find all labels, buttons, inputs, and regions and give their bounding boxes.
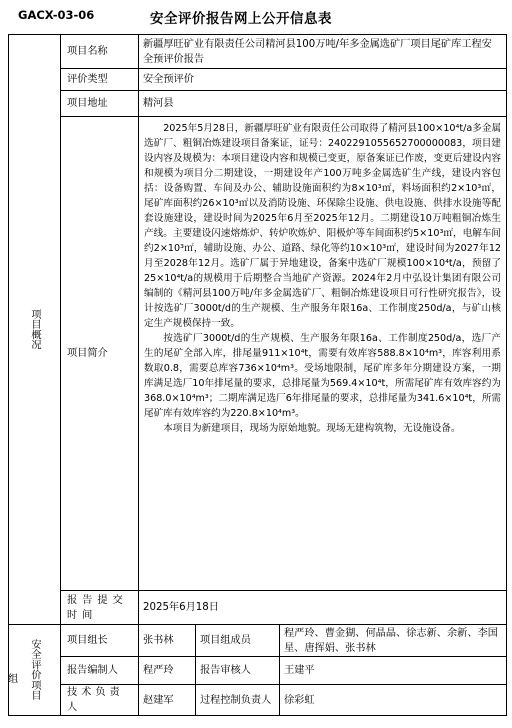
submit-date-label: 报告提交时间: [61, 591, 139, 625]
report-writer-value: 程严玲: [139, 657, 196, 685]
evaluation-type-value: 安全预评价: [139, 69, 507, 91]
row-project-intro: [9, 117, 507, 591]
team-outer-label: 组: [8, 674, 19, 685]
section-overview-label: 项目概况: [9, 35, 61, 625]
submit-date-value: 2025年6月18日: [139, 591, 507, 625]
process-control-label: 过程控制负责人: [196, 685, 280, 716]
project-location-value: 精河县: [139, 91, 507, 117]
team-members-value: 程严玲、曹金猢、何晶晶、徐志新、余新、李国星、唐挥娟、张书林: [280, 625, 507, 657]
team-leader-label: 项目组长: [61, 625, 139, 657]
row-tech-lead: [9, 685, 507, 716]
report-reviewer-value: 王建平: [280, 657, 507, 685]
intro-paragraph-2: 按选矿厂3000t/d的生产规模、生产服务年限16a、工作制度250d/a，选厂产生的尾矿全部入库，排尾量911×10⁴t，需要有效库容588.8×10⁴m³，库容利用系数取0.8，需要总库容736×10⁴m³。受场地限制，尾矿库多年分期建设方案，一期库满足选厂10年排尾量的要求，总排尾量为569.4×10⁴t，所需尾矿库有效库容约为368.0×10⁴m³；二期库满足选厂6年排尾量的要求，总排尾量为341.6×10⁴t，所需尾矿库有效库容约为220.8×10⁴m³。: [144, 333, 502, 419]
row-project-name: [9, 35, 507, 69]
project-name-label: 项目名称: [61, 35, 139, 69]
evaluation-type-label: 评价类型: [61, 69, 139, 91]
project-intro-text: [139, 117, 507, 591]
team-leader-value: 张书林: [139, 625, 196, 657]
intro-paragraph-3: 本项目为新建项目，现场为原始地貌。现场无建构筑物，无设施设备。: [163, 423, 461, 434]
report-reviewer-label: 报告审核人: [196, 657, 280, 685]
report-writer-label: 报告编制人: [61, 657, 139, 685]
info-table: [8, 34, 507, 716]
intro-paragraph-1: 2025年5月28日，新疆厚旺矿业有限责任公司取得了精河县100×10⁴t/a多金属选矿厂、粗铜冶炼建设项目备案证，证号：2402291055652700000083，项目建设内容及规模为：本项目建设内容和规模已变更，原备案证已作废，变更后建设内容和规模为项目分二期建设，一期建设年产100万吨多金属选矿生产线，建设内容包括：设备购置、车间及办公、辅助设施面积约为8×10³㎡，料场面积约2×10³㎡，尾矿库面积约26×10³㎡以及消防设施、环保除尘设施、供电设施、供排水设施等配套设施建设，建设时间为2025年6月至2025年12月。二期建设10万吨粗铜冶炼生产线。主要建设闪速熔炼炉、转炉吹炼炉、阳极炉等车间面积约5×10³㎡，电解车间约2×10³㎡，辅助设施、办公、道路、绿化等约10×10³㎡，建设时间为2027年12月至2028年12月。选矿厂属于异地建设，备案中选矿厂规模100×10⁴t/a，预留了25×10⁴t/a的规模用于后期整合当地矿产资源。2024年2月中弘设计集团有限公司编制的《精河县100万吨/年多金属选矿厂、粗铜冶炼建设项目可行性研究报告》，设计按选矿厂3000t/d的生产规模、生产服务年限16a、工作制度250d/a，与矿山核定生产规模保持一致。: [144, 123, 502, 329]
document-code: GACX-03-06: [18, 8, 95, 22]
section-team-label: 安全评价项目: [9, 625, 61, 716]
row-evaluation-type: [9, 69, 507, 91]
row-project-location: [9, 91, 507, 117]
tech-lead-value: 赵建军: [139, 685, 196, 716]
document-title: 安全评价报告网上公开信息表: [150, 11, 332, 27]
row-team-leader: [9, 625, 507, 657]
tech-lead-label: 技术负责人: [61, 685, 139, 716]
process-control-value: 徐彩虹: [280, 685, 507, 716]
row-submit-date: [9, 591, 507, 625]
project-location-label: 项目地址: [61, 91, 139, 117]
project-name-value: 新疆厚旺矿业有限责任公司精河县100万吨/年多金属选矿厂项目尾矿库工程安全预评价报告: [139, 35, 507, 69]
row-report-writer: [9, 657, 507, 685]
project-intro-label: 项目简介: [61, 117, 139, 591]
team-members-label: 项目组成员: [196, 625, 280, 657]
